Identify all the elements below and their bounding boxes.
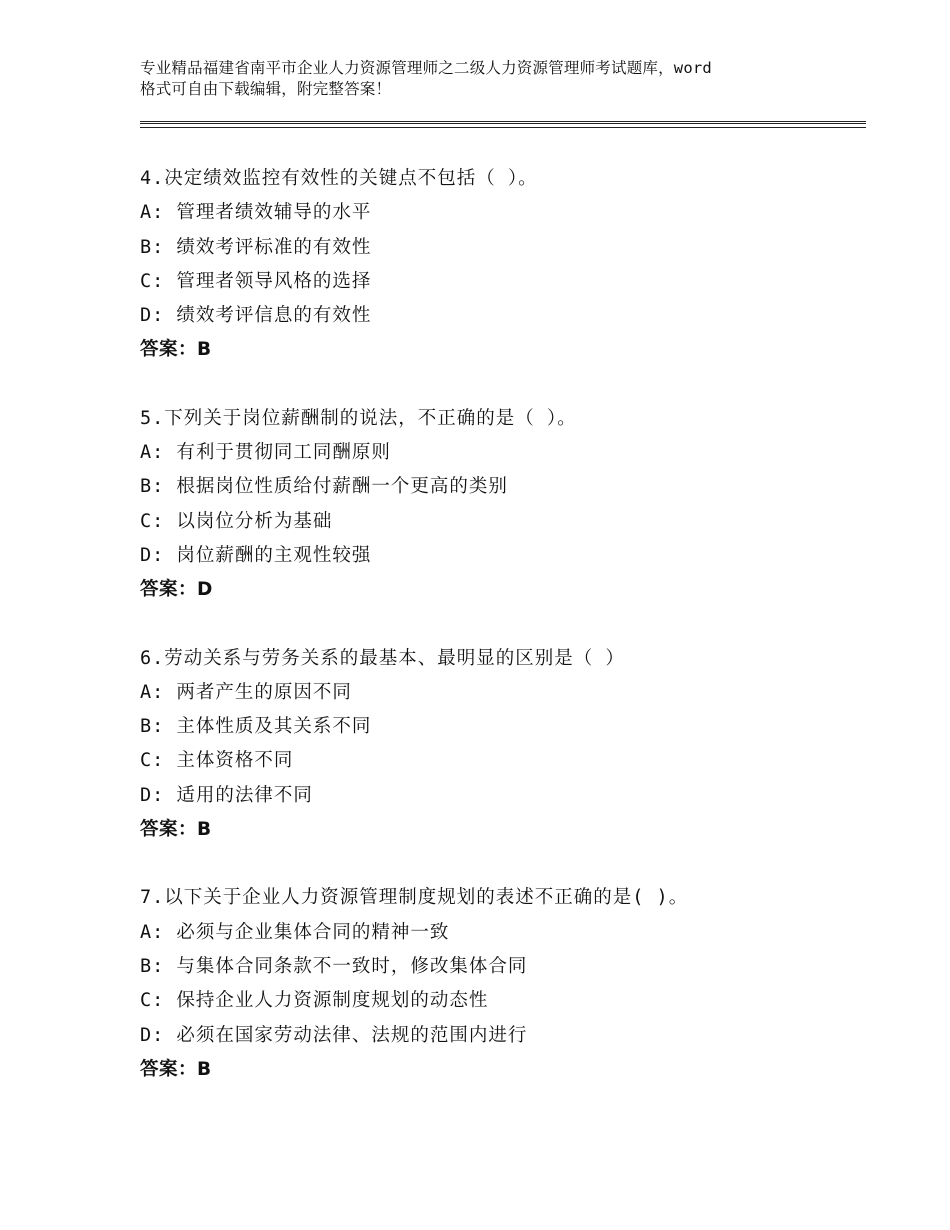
option-a: A: 有利于贯彻同工同酬原则	[140, 442, 391, 464]
header-divider-inner	[140, 123, 866, 124]
question-7	[140, 881, 860, 1087]
answer: 答案：B	[140, 1058, 212, 1080]
option-b: B: 与集体合同条款不一致时，修改集体合同	[140, 955, 528, 977]
answer: 答案：B	[140, 819, 212, 841]
answer: 答案：B	[140, 339, 212, 361]
option-d: D: 岗位薪酬的主观性较强	[140, 544, 372, 566]
option-c: C: 主体资格不同	[140, 750, 294, 772]
option-b: B: 绩效考评标准的有效性	[140, 236, 372, 258]
header-title-line-2: 格式可自由下载编辑，附完整答案！	[140, 80, 392, 98]
option-d: D: 绩效考评信息的有效性	[140, 305, 372, 327]
question-title: 5.下列关于岗位薪酬制的说法，不正确的是（ ）。	[140, 407, 577, 429]
question-title: 6.劳动关系与劳务关系的最基本、最明显的区别是（ ）	[140, 647, 625, 669]
option-c: C: 保持企业人力资源制度规划的动态性	[140, 990, 489, 1012]
question-list	[140, 162, 860, 1121]
question-4	[140, 162, 860, 368]
question-title: 7.以下关于企业人力资源管理制度规划的表述不正确的是( )。	[140, 887, 689, 909]
option-d: D: 必须在国家劳动法律、法规的范围内进行	[140, 1024, 528, 1046]
document-header	[140, 58, 830, 100]
option-c: C: 以岗位分析为基础	[140, 510, 333, 532]
option-c: C: 管理者领导风格的选择	[140, 270, 372, 292]
question-5	[140, 402, 860, 608]
question-title: 4.决定绩效监控有效性的关键点不包括（ ）。	[140, 168, 538, 189]
option-a: A: 两者产生的原因不同	[140, 681, 352, 703]
option-b: B: 根据岗位性质给付薪酬一个更高的类别	[140, 476, 508, 498]
header-divider	[140, 121, 866, 128]
answer: 答案：D	[140, 579, 213, 601]
question-6	[140, 642, 860, 848]
option-b: B: 主体性质及其关系不同	[140, 716, 372, 738]
option-a: A: 管理者绩效辅导的水平	[140, 202, 372, 224]
option-d: D: 适用的法律不同	[140, 784, 313, 806]
option-a: A: 必须与企业集体合同的精神一致	[140, 921, 450, 943]
header-title-line-1: 专业精品福建省南平市企业人力资源管理师之二级人力资源管理师考试题库，word	[140, 59, 712, 77]
